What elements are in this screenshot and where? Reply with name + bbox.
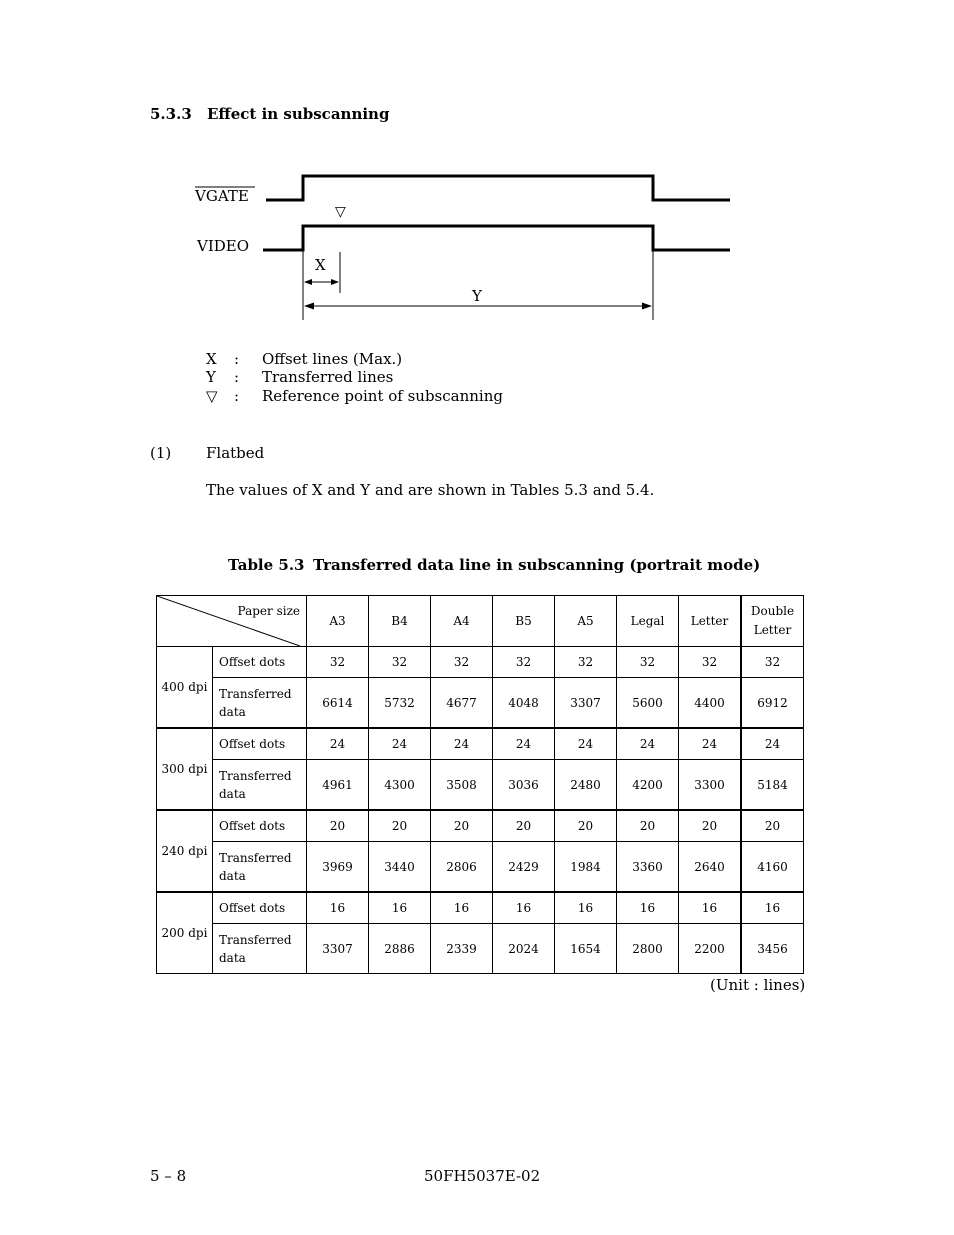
table-row-offset: [157, 728, 804, 760]
table-cell-transferred: 3360: [617, 842, 679, 893]
table-cell-offset: 24: [617, 728, 679, 760]
x-dimension-label: X: [315, 256, 326, 274]
document-id: 50FH5037E-02: [424, 1167, 541, 1185]
row-label-transferred: [213, 760, 307, 811]
table-cell-offset: 24: [369, 728, 431, 760]
table-cell-offset: 32: [493, 647, 555, 678]
legend-colon: :: [234, 350, 240, 368]
x-arrow-right: [331, 279, 339, 285]
row-label-line: Transferred: [219, 932, 292, 947]
table-cell-transferred: 2806: [431, 842, 493, 893]
y-dimension-label: Y: [472, 287, 482, 305]
table-row-transferred: [157, 924, 804, 974]
unit-note: (Unit : lines): [710, 976, 806, 994]
vgate-waveform: [266, 176, 730, 200]
table-cell-offset: 32: [307, 647, 369, 678]
row-label-line: Transferred: [219, 850, 292, 865]
body-paragraph: The values of X and Y and are shown in Tables 5.3 and 5.4.: [206, 481, 655, 499]
table-cell-transferred: 2800: [617, 924, 679, 974]
table-cell-transferred: 4400: [679, 678, 742, 729]
reference-point-icon: ▽: [335, 204, 346, 220]
row-label-transferred: [213, 842, 307, 893]
column-header: B5: [493, 596, 555, 647]
table-cell-offset: 24: [493, 728, 555, 760]
legend-symbol: ▽: [206, 387, 218, 405]
table-cell-offset: 16: [431, 892, 493, 924]
row-label-offset: Offset dots: [213, 728, 307, 760]
column-header: A5: [555, 596, 617, 647]
column-header-double-letter: [741, 596, 804, 647]
table-cell-offset: 32: [679, 647, 742, 678]
column-header: A4: [431, 596, 493, 647]
row-label-line: Transferred: [219, 686, 292, 701]
table-row-transferred: [157, 678, 804, 729]
table-cell-offset: 16: [555, 892, 617, 924]
table-cell-offset: 24: [555, 728, 617, 760]
vgate-label: VGATE: [195, 187, 249, 205]
table-cell-offset: 16: [679, 892, 742, 924]
x-arrow-left: [304, 279, 312, 285]
dpi-label: 300 dpi: [157, 728, 213, 810]
legend-description: Reference point of subscanning: [262, 387, 503, 405]
table-cell-transferred: 6912: [741, 678, 804, 729]
section-number: 5.3.3: [150, 105, 192, 123]
table-cell-transferred: 2886: [369, 924, 431, 974]
table-cell-offset: 20: [741, 810, 804, 842]
table-cell-transferred: 3508: [431, 760, 493, 811]
table-cell-transferred: 3307: [555, 678, 617, 729]
table-caption-number: Table 5.3: [228, 556, 305, 574]
table-cell-transferred: 3036: [493, 760, 555, 811]
table-row-offset: [157, 810, 804, 842]
video-waveform: [263, 226, 730, 250]
data-table: [156, 595, 804, 974]
row-label-line: data: [219, 868, 246, 883]
table-cell-offset: 20: [493, 810, 555, 842]
legend-symbol: X: [206, 350, 217, 368]
table-cell-transferred: 3456: [741, 924, 804, 974]
row-label-offset: Offset dots: [213, 810, 307, 842]
table-cell-offset: 24: [307, 728, 369, 760]
table-cell-offset: 32: [617, 647, 679, 678]
paper-size-label: Paper size: [237, 604, 300, 618]
item-title: Flatbed: [206, 444, 265, 462]
table-corner-cell: [157, 596, 307, 647]
table-cell-offset: 16: [741, 892, 804, 924]
table-row-transferred: [157, 842, 804, 893]
table-cell-transferred: 3969: [307, 842, 369, 893]
column-header-line: Double: [750, 604, 795, 618]
table-cell-transferred: 4677: [431, 678, 493, 729]
table-cell-offset: 16: [493, 892, 555, 924]
table-cell-offset: 32: [431, 647, 493, 678]
column-header: A3: [307, 596, 369, 647]
item-number: (1): [150, 444, 172, 462]
table-cell-transferred: 5732: [369, 678, 431, 729]
page-number: 5 – 8: [150, 1167, 187, 1185]
table-cell-offset: 20: [307, 810, 369, 842]
table-caption-title: Transferred data line in subscanning (portrait mode): [313, 556, 761, 574]
table-cell-transferred: 2200: [679, 924, 742, 974]
column-header: Letter: [679, 596, 742, 647]
table-header-row: [157, 596, 804, 647]
table-cell-offset: 16: [617, 892, 679, 924]
legend-description: Transferred lines: [262, 368, 394, 386]
table-cell-offset: 20: [431, 810, 493, 842]
table-cell-transferred: 3300: [679, 760, 742, 811]
row-label-transferred: [213, 924, 307, 974]
table-cell-transferred: 4300: [369, 760, 431, 811]
column-header: Legal: [617, 596, 679, 647]
table-cell-offset: 16: [307, 892, 369, 924]
legend-colon: :: [234, 387, 240, 405]
table-cell-offset: 32: [369, 647, 431, 678]
table-cell-transferred: 3307: [307, 924, 369, 974]
y-arrow-left: [304, 303, 314, 310]
table-cell-transferred: 4200: [617, 760, 679, 811]
dpi-label: 240 dpi: [157, 810, 213, 892]
dpi-label: 200 dpi: [157, 892, 213, 974]
row-label-line: data: [219, 950, 246, 965]
table-cell-transferred: 3440: [369, 842, 431, 893]
table-cell-transferred: 5184: [741, 760, 804, 811]
table-cell-offset: 32: [741, 647, 804, 678]
dpi-label: 400 dpi: [157, 647, 213, 729]
table-cell-transferred: 5600: [617, 678, 679, 729]
legend-description: Offset lines (Max.): [262, 350, 403, 368]
table-cell-transferred: 4160: [741, 842, 804, 893]
table-cell-transferred: 6614: [307, 678, 369, 729]
table-cell-offset: 20: [679, 810, 742, 842]
y-arrow-right: [642, 303, 652, 310]
table-cell-transferred: 2339: [431, 924, 493, 974]
table-row-offset: [157, 892, 804, 924]
table-cell-transferred: 4048: [493, 678, 555, 729]
table-cell-offset: 20: [617, 810, 679, 842]
legend-symbol: Y: [206, 368, 216, 386]
row-label-offset: Offset dots: [213, 892, 307, 924]
column-header-line: Letter: [753, 623, 792, 637]
row-label-offset: Offset dots: [213, 647, 307, 678]
table-row-offset: [157, 647, 804, 678]
table-cell-transferred: 2024: [493, 924, 555, 974]
section-title: Effect in subscanning: [207, 105, 390, 123]
table-cell-offset: 24: [741, 728, 804, 760]
table-cell-offset: 24: [679, 728, 742, 760]
table-cell-offset: 24: [431, 728, 493, 760]
table-cell-transferred: 2480: [555, 760, 617, 811]
table-cell-offset: 20: [369, 810, 431, 842]
table-cell-transferred: 1654: [555, 924, 617, 974]
video-label: VIDEO: [197, 237, 250, 255]
table-cell-offset: 32: [555, 647, 617, 678]
row-label-line: data: [219, 786, 246, 801]
table-cell-transferred: 4961: [307, 760, 369, 811]
table-cell-transferred: 1984: [555, 842, 617, 893]
table-cell-transferred: 2640: [679, 842, 742, 893]
row-label-line: Transferred: [219, 768, 292, 783]
table-cell-transferred: 2429: [493, 842, 555, 893]
table-cell-offset: 16: [369, 892, 431, 924]
table-row-transferred: [157, 760, 804, 811]
row-label-transferred: [213, 678, 307, 729]
column-header: B4: [369, 596, 431, 647]
row-label-line: data: [219, 704, 246, 719]
table-cell-offset: 20: [555, 810, 617, 842]
legend-colon: :: [234, 368, 240, 386]
